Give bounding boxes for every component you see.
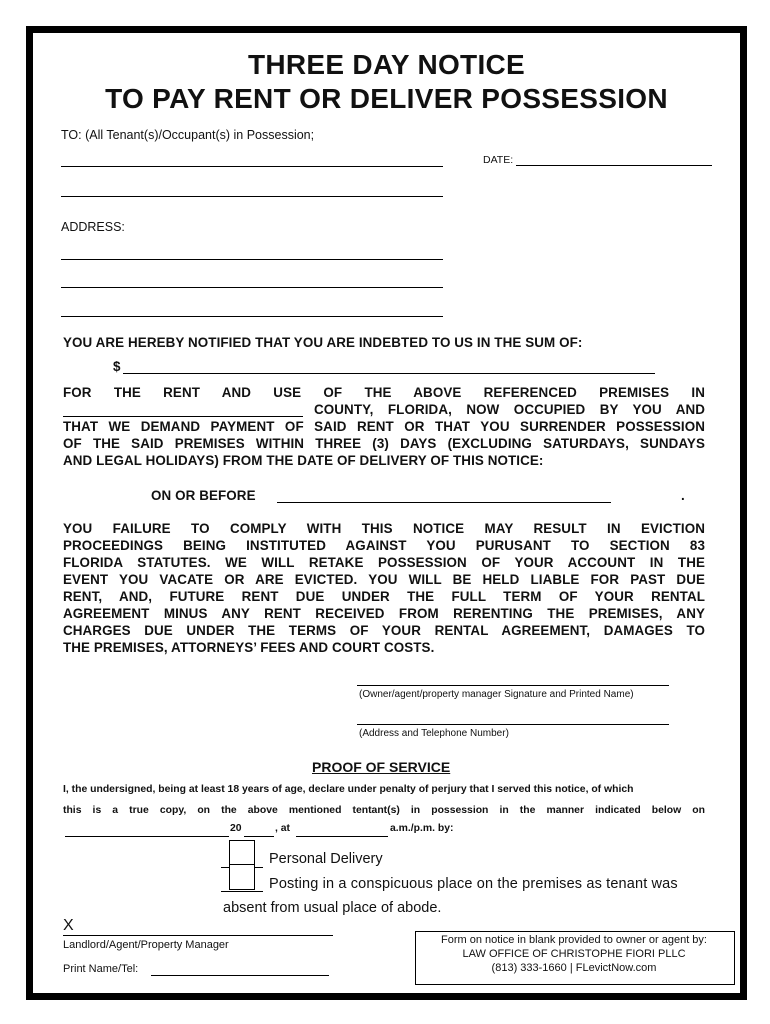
county-line[interactable] — [63, 416, 303, 417]
form-title-line1: THREE DAY NOTICE — [247, 49, 526, 80]
deadline-line[interactable] — [277, 502, 611, 503]
print-name-line[interactable] — [151, 975, 329, 976]
warning-line-2: PROCEEDINGS BEING INSTITUTED AGAINST YOU PURUSANT TO SECTION 83 — [63, 538, 705, 553]
print-name-label: Print Name/Tel: — [63, 963, 139, 975]
personal-delivery-label: Personal Delivery — [269, 851, 383, 867]
owner-address-caption: (Address and Telephone Number) — [359, 728, 509, 739]
law-office-info-box — [415, 931, 735, 985]
owner-address-line[interactable] — [357, 724, 669, 725]
on-or-before-label: ON OR BEFORE — [151, 488, 256, 503]
address-label: ADDRESS: — [61, 220, 125, 234]
to-label: TO: (All Tenant(s)/Occupant(s) in Possession; — [61, 128, 315, 142]
owner-signature-line[interactable] — [357, 685, 669, 686]
signature-x-mark: X — [63, 917, 74, 934]
notice-line-b: COUNTY, FLORIDA, NOW OCCUPIED BY YOU AND — [314, 402, 705, 417]
posting-label-line1: Posting in a conspicuous place on the premises as tenant was — [269, 876, 678, 892]
notice-form — [26, 26, 747, 1000]
service-time-line[interactable] — [296, 836, 388, 837]
warning-line-6: AGREEMENT MINUS ANY RENT RECEIVED FROM RERENTING THE PREMISES, ANY — [63, 606, 705, 621]
form-title-line2: TO PAY RENT OR DELIVER POSSESSION — [105, 83, 668, 114]
warning-line-3: FLORIDA STATUTES. WE WILL RETAKE POSSESSION OF YOUR ACCOUNT IN THE — [63, 555, 705, 570]
address-line-2[interactable] — [61, 287, 443, 288]
dollar-sign: $ — [113, 359, 121, 374]
proof-line-1: I, the undersigned, being at least 18 years of age, declare under penalty of perjury that I served this notice, of which — [63, 784, 634, 795]
owner-signature-caption: (Owner/agent/property manager Signature and Printed Name) — [359, 689, 634, 700]
posting-label-line2: absent from usual place of abode. — [223, 900, 442, 916]
proof-of-service-heading: PROOF OF SERVICE — [312, 759, 451, 775]
ampm-label: a.m./p.m. by: — [390, 823, 454, 834]
warning-line-4: EVENT YOU VACATE OR ARE EVICTED. YOU WILL BE HELD LIABLE FOR PAST DUE — [63, 572, 705, 587]
proof-line-2: this is a true copy, on the above mentioned tentant(s) in possession in the manner indicated below on — [63, 805, 705, 816]
landlord-signature-line[interactable] — [63, 935, 333, 936]
sum-line[interactable] — [123, 373, 655, 374]
service-date-line[interactable] — [65, 836, 229, 837]
notice-heading: YOU ARE HEREBY NOTIFIED THAT YOU ARE INDEBTED TO US IN THE SUM OF: — [63, 335, 583, 350]
posting-checkbox[interactable] — [229, 864, 255, 890]
date-label: DATE: — [483, 154, 514, 166]
notice-line-d: OF THE SAID PREMISES WITHIN THREE (3) DAYS (EXCLUDING SATURDAYS, SUNDAYS — [63, 436, 705, 451]
deadline-period: . — [681, 488, 685, 503]
info-line-1: Form on notice in blank provided to owner or agent by: — [441, 934, 707, 946]
warning-line-8: THE PREMISES, ATTORNEYS’ FEES AND COURT COSTS. — [63, 640, 435, 655]
landlord-label: Landlord/Agent/Property Manager — [63, 939, 229, 951]
date-line[interactable] — [516, 165, 712, 166]
tenant-name-line-2[interactable] — [61, 196, 443, 197]
notice-line-c: THAT WE DEMAND PAYMENT OF SAID RENT OR THAT YOU SURRENDER POSSESSION — [63, 419, 705, 434]
address-line-3[interactable] — [61, 316, 443, 317]
info-line-3: (813) 333-1660 | FLevictNow.com — [491, 962, 657, 974]
service-year-line[interactable] — [244, 836, 274, 837]
notice-line-e: AND LEGAL HOLIDAYS) FROM THE DATE OF DELIVERY OF THIS NOTICE: — [63, 453, 544, 468]
info-line-2: LAW OFFICE OF CHRISTOPHE FIORI PLLC — [462, 948, 686, 960]
notice-line-a: FOR THE RENT AND USE OF THE ABOVE REFERENCED PREMISES IN — [63, 385, 705, 400]
tenant-name-line-1[interactable] — [61, 166, 443, 167]
warning-line-7: CHARGES DUE UNDER THE TERMS OF YOUR RENTAL AGREEMENT, DAMAGES TO — [63, 623, 705, 638]
at-label: , at — [275, 823, 291, 834]
warning-line-5: RENT, AND, FUTURE RENT DUE UNDER THE FULL TERM OF YOUR RENTAL — [63, 589, 705, 604]
year-prefix: 20 — [230, 823, 242, 834]
warning-line-1: YOU FAILURE TO COMPLY WITH THIS NOTICE MAY RESULT IN EVICTION — [63, 521, 705, 536]
personal-delivery-checkbox[interactable] — [229, 840, 255, 866]
posting-line — [221, 891, 263, 892]
address-line-1[interactable] — [61, 259, 443, 260]
